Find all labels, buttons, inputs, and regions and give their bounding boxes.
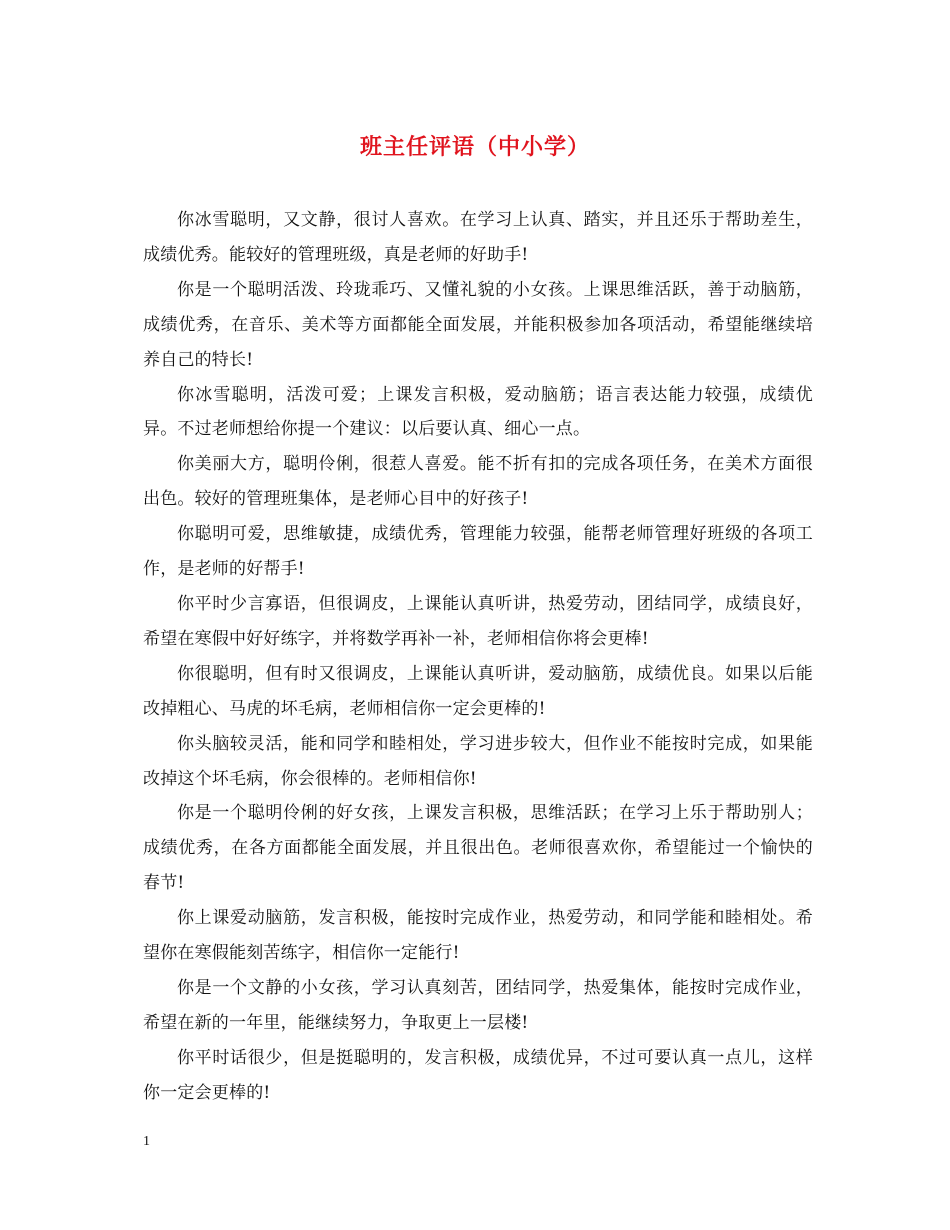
comment-paragraph: 你是一个文静的小女孩，学习认真刻苦，团结同学，热爱集体，能按时完成作业，希望在新的一年里，能继续努力，争取更上一层楼!	[143, 977, 813, 1033]
comment-paragraph: 你是一个聪明伶俐的好女孩，上课发言积极，思维活跃；在学习上乐于帮助别人；成绩优秀，在各方面都能全面发展，并且很出色。老师很喜欢你，希望能过一个愉快的春节!	[143, 803, 813, 894]
comment-paragraph: 你冰雪聪明，又文静，很讨人喜欢。在学习上认真、踏实，并且还乐于帮助差生，成绩优秀。能较好的管理班级，真是老师的好助手!	[143, 210, 813, 265]
document-body	[143, 203, 813, 1111]
comment-paragraph: 你聪明可爱，思维敏捷，成绩优秀，管理能力较强，能帮老师管理好班级的各项工作，是老师的好帮手!	[143, 524, 813, 580]
document-title: 班主任评语（中小学）	[359, 134, 590, 160]
comment-paragraph: 你冰雪聪明，活泼可爱；上课发言积极，爱动脑筋；语言表达能力较强，成绩优异。不过老师想给你提一个建议：以后要认真、细心一点。	[143, 384, 813, 440]
comment-paragraph: 你很聪明，但有时又很调皮，上课能认真听讲，爱动脑筋，成绩优良。如果以后能改掉粗心、马虎的坏毛病，老师相信你一定会更棒的!	[143, 663, 813, 719]
comment-paragraph: 你头脑较灵活，能和同学和睦相处，学习进步较大，但作业不能按时完成，如果能改掉这个坏毛病，你会很棒的。老师相信你!	[143, 733, 813, 789]
comment-paragraph: 你美丽大方，聪明伶俐，很惹人喜爱。能不折有扣的完成各项任务，在美术方面很出色。较好的管理班集体，是老师心目中的好孩子!	[143, 454, 813, 510]
comment-paragraph: 你上课爱动脑筋，发言积极，能按时完成作业，热爱劳动，和同学能和睦相处。希望你在寒假能刻苦练字，相信你一定能行!	[143, 908, 813, 964]
comment-paragraph: 你平时少言寡语，但很调皮，上课能认真听讲，热爱劳动，团结同学，成绩良好，希望在寒假中好好练字，并将数学再补一补，老师相信你将会更棒!	[143, 593, 813, 649]
page-number: 1	[143, 1134, 150, 1149]
comment-paragraph: 你平时话很少，但是挺聪明的，发言积极，成绩优异，不过可要认真一点儿，这样你一定会更棒的!	[143, 1047, 813, 1103]
comment-paragraph: 你是一个聪明活泼、玲珑乖巧、又懂礼貌的小女孩。上课思维活跃，善于动脑筋，成绩优秀，在音乐、美术等方面都能全面发展，并能积极参加各项活动，希望能继续培养自己的特长!	[143, 279, 813, 370]
